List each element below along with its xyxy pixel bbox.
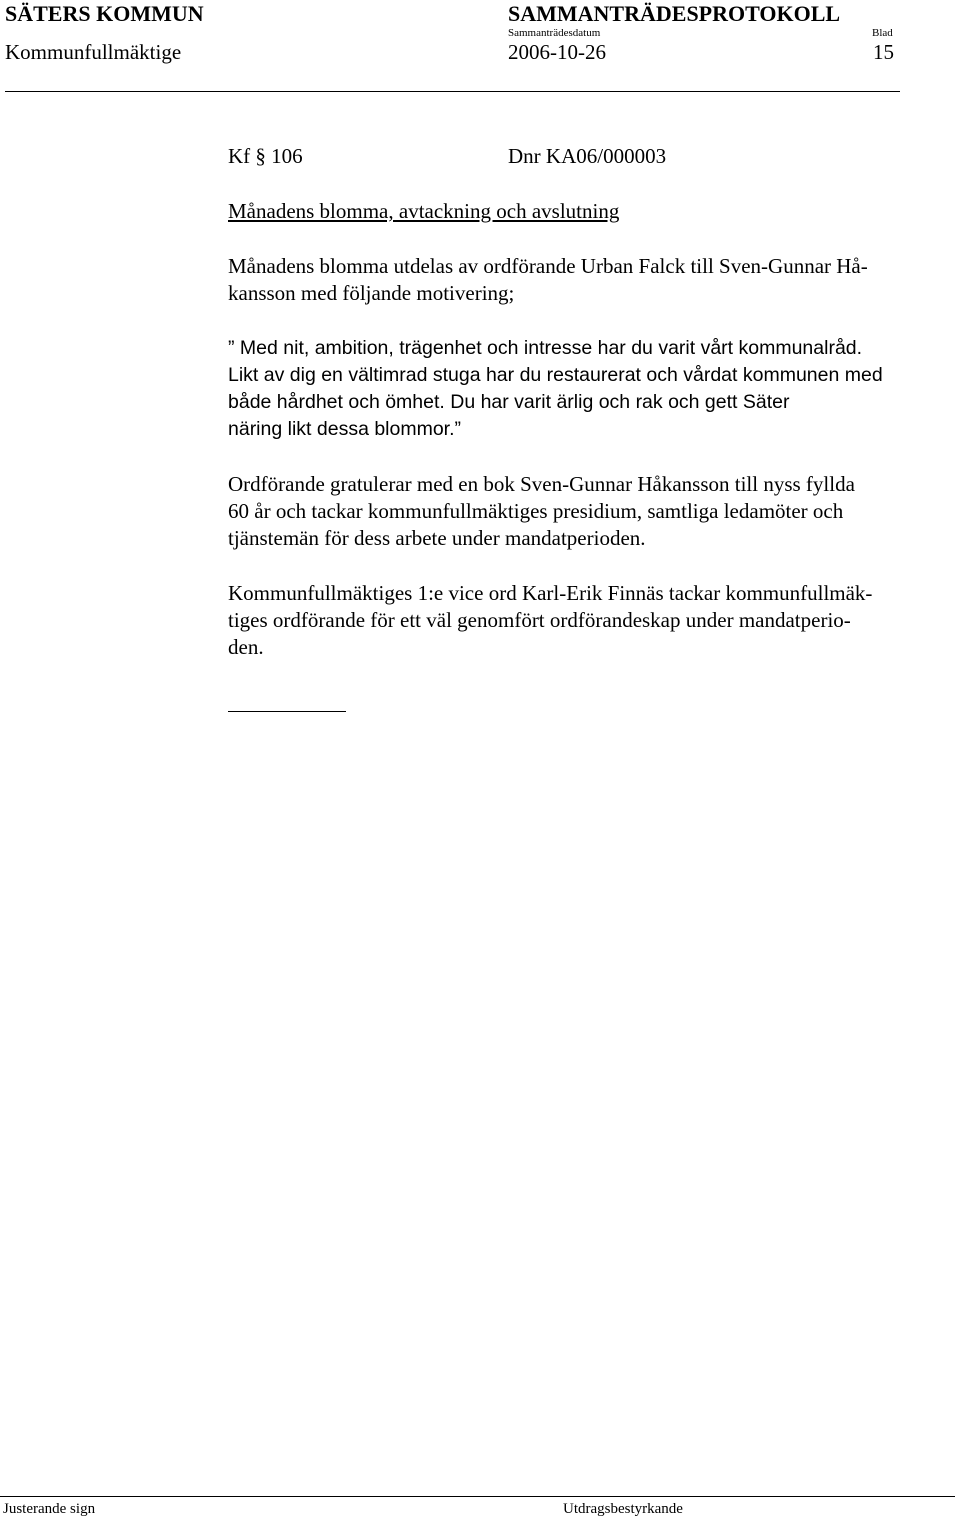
section-end-rule	[228, 711, 346, 712]
paragraph-line: kansson med följande motivering;	[228, 281, 515, 305]
page-label: Blad	[872, 27, 893, 39]
quote-line: ” Med nit, ambition, trägenhet och intresse har du varit vårt kommunalråd.	[228, 337, 863, 359]
paragraph-line: tiges ordförande för ett väl genomfört ordförandeskap under mandatperio-	[228, 608, 851, 632]
item-dnr: Dnr KA06/000003	[508, 144, 667, 168]
footer-divider	[0, 1496, 955, 1497]
paragraph-line: 60 år och tackar kommunfullmäktiges presidium, samtliga ledamöter och	[228, 499, 844, 523]
item-ref: Kf § 106	[228, 144, 303, 168]
header-divider	[5, 91, 900, 92]
meeting-date: 2006-10-26	[508, 40, 606, 64]
paragraph-line: Kommunfullmäktiges 1:e vice ord Karl-Erik Finnäs tackar kommunfullmäk-	[228, 581, 873, 605]
body-name: Kommunfullmäktige	[5, 40, 182, 64]
quote-line: Likt av dig en vältimrad stuga har du restaurerat och vårdat kommunen med	[228, 364, 883, 386]
document-type: SAMMANTRÄDESPROTOKOLL	[508, 1, 841, 26]
page-number: 15	[873, 40, 894, 64]
date-label: Sammanträdesdatum	[508, 27, 601, 39]
org-name: SÄTERS KOMMUN	[5, 1, 204, 26]
paragraph-line: den.	[228, 635, 264, 659]
extract-label: Utdragsbestyrkande	[563, 1501, 683, 1517]
sign-label: Justerande sign	[3, 1501, 96, 1517]
quote-line: näring likt dessa blommor.”	[228, 418, 462, 440]
paragraph-line: Ordförande gratulerar med en bok Sven-Gunnar Håkansson till nyss fyllda	[228, 472, 855, 496]
paragraph-line: tjänstemän för dess arbete under mandatperioden.	[228, 526, 646, 550]
item-title: Månadens blomma, avtackning och avslutning	[228, 199, 620, 223]
paragraph-line: Månadens blomma utdelas av ordförande Urban Falck till Sven-Gunnar Hå-	[228, 254, 868, 278]
quote-line: både hårdhet och ömhet. Du har varit ärlig och rak och gett Säter	[228, 391, 790, 413]
